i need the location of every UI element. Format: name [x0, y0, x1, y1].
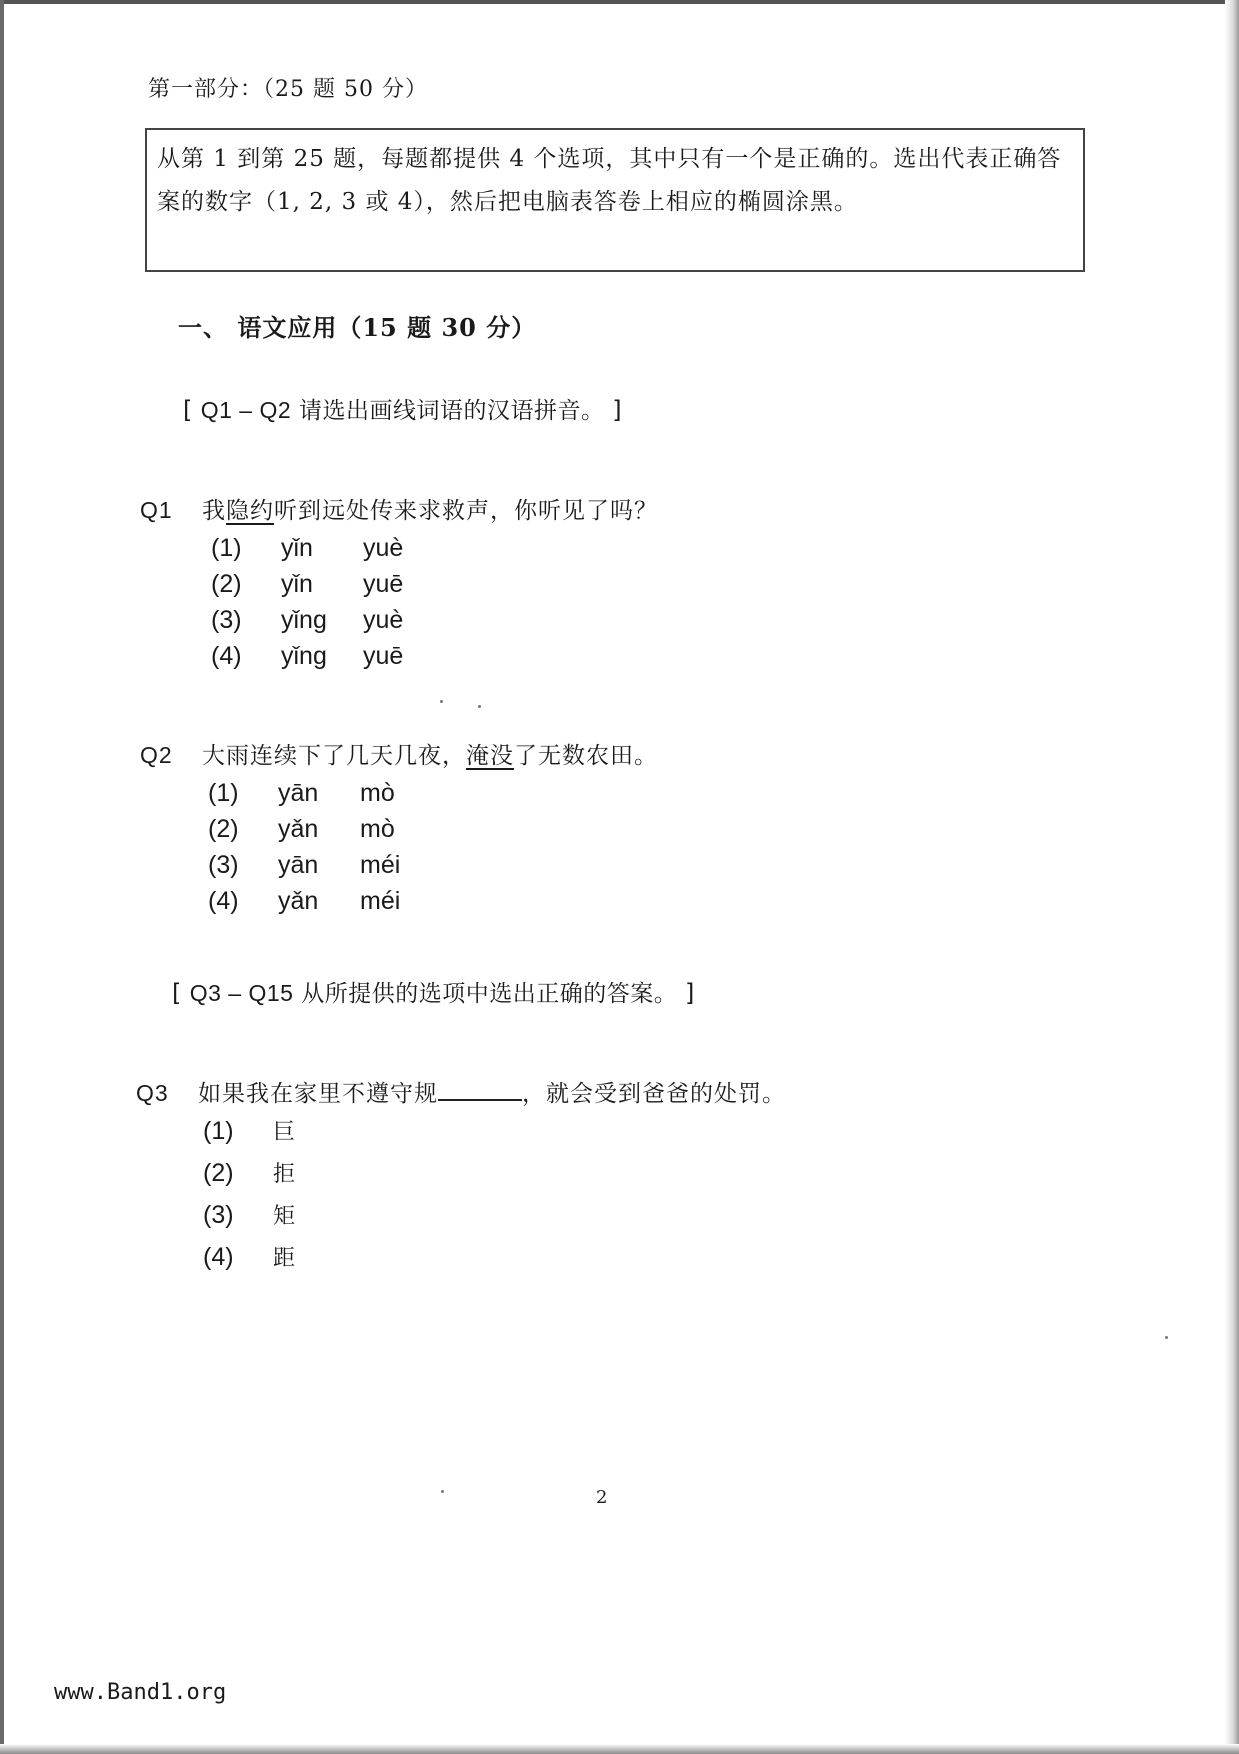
question-text-after: 听到远处传来求救声，你听见了吗？	[274, 498, 658, 524]
question-text-after: ，就会受到爸爸的处罚。	[522, 1081, 786, 1107]
scan-speck	[440, 700, 443, 703]
options-q2	[208, 775, 400, 919]
option-syllable-1: yǐn	[281, 534, 313, 562]
option-character: 拒	[273, 1162, 296, 1187]
scan-edge-top	[0, 0, 1239, 4]
option-q3-4[interactable]	[203, 1236, 295, 1278]
option-syllable-2: mò	[360, 779, 395, 807]
option-number: (3)	[208, 851, 239, 879]
option-q2-1[interactable]	[208, 775, 400, 811]
scan-speck	[441, 1490, 444, 1493]
option-syllable-2: méi	[360, 851, 401, 879]
option-syllable-2: yuè	[363, 606, 404, 634]
option-character: 距	[273, 1246, 296, 1271]
option-number: (1)	[208, 779, 239, 807]
option-syllable-1: yǐng	[281, 642, 327, 670]
options-q3	[203, 1110, 295, 1278]
option-q1-2[interactable]	[211, 566, 403, 602]
question-text-before: 如果我在家里不遵守规	[198, 1081, 438, 1107]
group-instruction-q1-q2	[183, 392, 622, 425]
question-number: Q3	[136, 1080, 169, 1106]
option-q3-1[interactable]	[203, 1110, 295, 1152]
underlined-word: 淹没	[466, 743, 514, 769]
group-text: 从所提供的选项中选出正确的答案。	[301, 981, 678, 1007]
option-number: (1)	[211, 534, 242, 562]
option-q2-4[interactable]	[208, 883, 400, 919]
option-syllable-1: yǐn	[281, 570, 313, 598]
option-syllable-1: yǐng	[281, 606, 327, 634]
option-syllable-2: yuē	[363, 570, 404, 598]
group-range: Q3 – Q15	[189, 980, 294, 1006]
question-text-after: 了无数农田。	[514, 743, 658, 769]
option-syllable-1: yǎn	[278, 887, 319, 915]
option-q3-3[interactable]	[203, 1194, 295, 1236]
page-number: 2	[596, 1487, 608, 1508]
option-q1-4[interactable]	[211, 638, 403, 674]
bracket-close: ]	[685, 979, 695, 1007]
option-number: (4)	[211, 642, 242, 670]
group-text: 请选出画线词语的汉语拼音。	[298, 398, 605, 424]
option-number: (3)	[203, 1201, 234, 1229]
question-number: Q1	[140, 497, 173, 523]
option-number: (2)	[203, 1159, 234, 1187]
scan-edge-bottom	[0, 1744, 1239, 1754]
question-q3	[136, 1075, 786, 1108]
options-q1	[211, 530, 403, 674]
option-number: (1)	[203, 1117, 234, 1145]
option-syllable-1: yān	[278, 851, 319, 879]
question-number: Q2	[140, 742, 173, 768]
bracket-close: ]	[612, 396, 623, 424]
option-number: (2)	[211, 570, 242, 598]
option-character: 矩	[273, 1204, 296, 1229]
option-q2-3[interactable]	[208, 847, 400, 883]
option-syllable-2: mò	[360, 815, 395, 843]
bracket-open: [	[183, 396, 193, 424]
option-syllable-2: yuē	[363, 642, 404, 670]
question-q1	[140, 492, 658, 525]
option-number: (4)	[208, 887, 239, 915]
option-number: (2)	[208, 815, 239, 843]
instruction-box: 从第 1 到第 25 题，每题都提供 4 个选项，其中只有一个是正确的。选出代表正确答案的数字（1, 2, 3 或 4），然后把电脑表答卷上相应的椭圆涂黑。	[145, 128, 1085, 272]
answer-blank	[438, 1079, 522, 1101]
option-q1-3[interactable]	[211, 602, 403, 638]
scan-speck	[1165, 1336, 1168, 1339]
option-syllable-1: yān	[278, 779, 319, 807]
section-header: 第一部分：（25 题 50 分）	[148, 77, 428, 102]
scan-speck	[478, 705, 481, 708]
underlined-word: 隐约	[226, 498, 274, 524]
option-q2-2[interactable]	[208, 811, 400, 847]
question-q2	[140, 737, 658, 770]
question-text-before: 大雨连续下了几天几夜，	[202, 743, 466, 769]
bracket-open: [	[172, 979, 182, 1007]
option-syllable-1: yǎn	[278, 815, 319, 843]
footer-url: www.Band1.org	[54, 1680, 227, 1705]
option-q3-2[interactable]	[203, 1152, 295, 1194]
group-instruction-q3-q15	[172, 975, 695, 1008]
subsection-title: 一、 语文应用（15 题 30 分）	[178, 313, 537, 342]
option-syllable-2: méi	[360, 887, 401, 915]
option-number: (4)	[203, 1243, 234, 1271]
option-syllable-2: yuè	[363, 534, 404, 562]
question-text-before: 我	[202, 498, 226, 524]
option-q1-1[interactable]	[211, 530, 403, 566]
option-character: 巨	[273, 1120, 296, 1145]
scan-edge-right	[1225, 0, 1239, 1754]
option-number: (3)	[211, 606, 242, 634]
group-range: Q1 – Q2	[200, 397, 292, 423]
scan-edge-left	[0, 0, 4, 1754]
